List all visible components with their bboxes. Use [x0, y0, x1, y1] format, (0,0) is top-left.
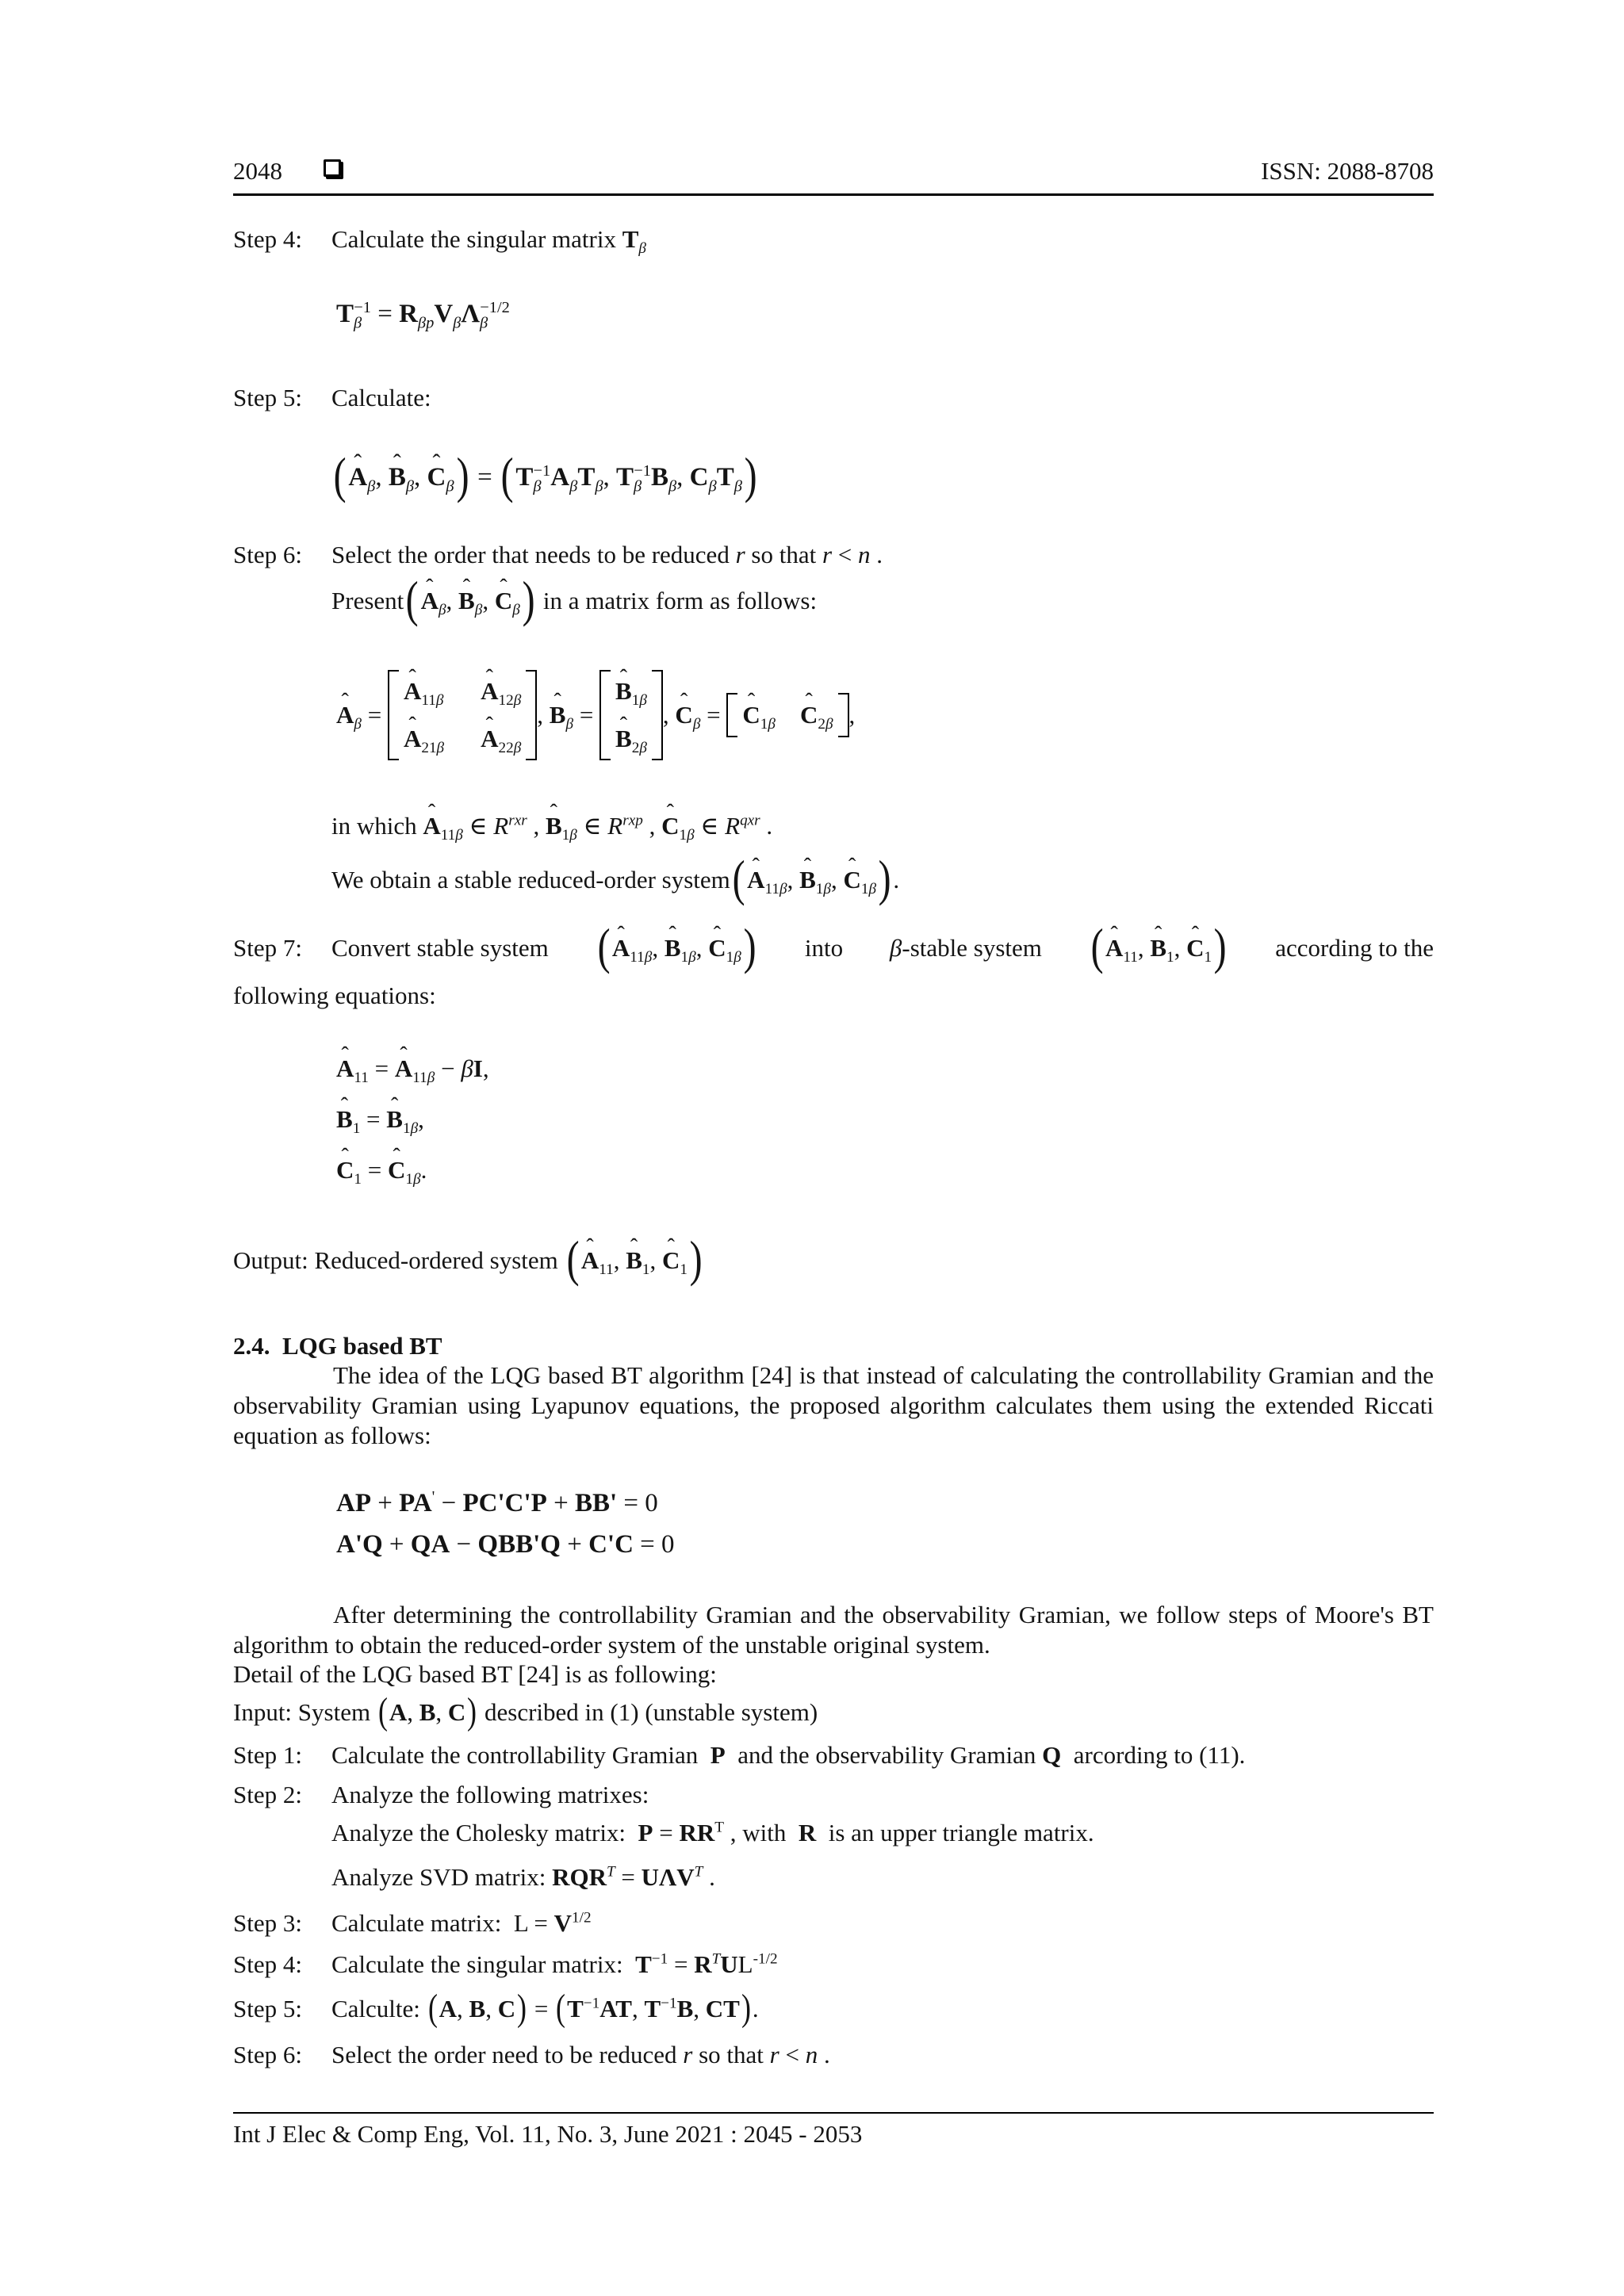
step7-label: Step 7:: [233, 934, 302, 962]
step6-in-which-word: in which: [331, 812, 417, 840]
step7-text-b: into: [804, 934, 844, 962]
step7-eq1: ˆ $A_{11}$ = ˆ $A_{11\beta} - \beta I$,: [336, 1054, 489, 1083]
section-heading: [233, 1332, 442, 1360]
riccati-eq2: A'Q + QA − QBB'Q + C'C = 0: [336, 1530, 675, 1559]
step6-present-word: Present: [331, 587, 404, 614]
lqg-step3-content: Calculate matrix:: [331, 1909, 502, 1937]
step4-text: Calculate the singular matrix $T_\beta$: [331, 225, 646, 258]
lqg-input: Input: System (A, B, C) described in (1) (unstable system): [233, 1690, 818, 1732]
lqg-step4-label: Step 4:: [233, 1950, 302, 1978]
step4-equation: $T_\beta^{-1} = R_{\beta p}V_\beta\Lambda_\beta^{-1/2}$: [336, 299, 510, 332]
step7-text-d: according to the: [1275, 934, 1434, 962]
step6-present-tail: in a matrix form as follows:: [542, 587, 818, 614]
checkbox-glyph-icon: [324, 159, 341, 177]
paragraph-after: [233, 1600, 1434, 1660]
step6-text-a: Select the order that needs to be reduced: [331, 541, 730, 568]
output-line: Output: Reduced-ordered system (ˆ $A_{11}$, ˆ $B_1$, ˆ $C_1$): [233, 1246, 704, 1275]
lqg-input-text: Input: System: [233, 1698, 371, 1726]
lqg-step5-label: Step 5:: [233, 1995, 302, 2022]
output-text: Output: Reduced-ordered system: [233, 1246, 558, 1274]
footer-citation: Int J Elec & Comp Eng, Vol. 11, No. 3, June 2021 : 2045 - 2053: [233, 2120, 863, 2148]
lqg-step2-cholesky: Analyze the Cholesky matrix: $P = RR^T$ , with R is an upper triangle matrix.: [331, 1819, 1094, 1846]
riccati-eq1: AP + PA' − PC'C'P + BB' = 0: [336, 1488, 658, 1517]
lqg-step1-c: arcording to (11).: [1073, 1741, 1246, 1769]
lqg-step1-label: Step 1:: [233, 1741, 302, 1769]
step6-text: Select the order that needs to be reduced r so that r < n .: [331, 541, 883, 568]
lqg-step6-label: Step 6:: [233, 2041, 302, 2068]
lqg-step3-text: Calculate matrix: $L = V^{1/2}$: [331, 1909, 592, 1937]
lqg-step4-text: Calculate the singular matrix: $T^{-1} = R^TUL^{-1/2}$: [331, 1950, 778, 1978]
step7-eq3: ˆ $C_1$ = ˆ $C_{1\beta}$.: [336, 1156, 427, 1184]
lqg-step2-chol-c: is an upper triangle matrix.: [828, 1819, 1094, 1846]
lqg-step6-content: Select the order need to be reduced: [331, 2041, 677, 2068]
section-number: 2.4.: [233, 1332, 270, 1360]
step6-present: Present(ˆ $A_\beta$, ˆ $B_\beta$, ˆ $C_\beta$) in a matrix form as follows:: [331, 587, 817, 615]
paragraph-after-text: After determining the controllability Gramian and the observability Gramian, we follow steps of Moore's BT algorithm to obtain the reduced-order system of the unstable original system.: [233, 1601, 1434, 1659]
matrix-equation: ˆ $A_\beta$ = ˆ $A_{11\beta}$ ˆ $A_{12\beta}$ ˆ $A_{21\beta}$ ˆ $A_{22\beta}$ , ˆ $B_\beta$ = ˆ $B_{1\beta}$ ˆ $B_{2\beta}$ , ˆ $C_\beta$ = ˆ $C_{1\beta}$ ˆ $C_{2\beta}$ ,: [336, 668, 855, 763]
step5-equation: (ˆ $A_\beta$, ˆ $B_\beta$, ˆ $C_\beta) = (T_\beta^{-1}A_\beta T_\beta$, $T_\beta^{-1}B_\beta$, $C_\beta T_\beta$): [331, 463, 759, 492]
paragraph-detail: Detail of the LQG based BT [24] is as following:: [233, 1660, 717, 1688]
lqg-step1-a: Calculate the controllability Gramian: [331, 1741, 699, 1769]
lqg-step2-svd: Analyze SVD matrix: $RQR^T = U\Lambda V^T$ .: [331, 1863, 715, 1891]
step7-text-e: following equations:: [233, 982, 436, 1009]
paragraph-intro-text: The idea of the LQG based BT algorithm [24] is that instead of calculating the controllability Gramian and the observability Gramian using Lyapunov equations, the proposed algorithm calculates them using the extended Riccati equation as follows:: [233, 1361, 1434, 1449]
section-title: LQG based BT: [282, 1332, 442, 1360]
step6-label: Step 6:: [233, 541, 302, 568]
lqg-step5-content: Calculte:: [331, 1995, 420, 2022]
step6-stable: We obtain a stable reduced-order system(ˆ $A_{11\beta}$, ˆ $B_{1\beta}$, ˆ $C_{1\beta}$).: [331, 866, 899, 894]
lqg-step4-content: Calculate the singular matrix:: [331, 1950, 623, 1978]
footer-rule: [233, 2112, 1434, 2114]
step7-line: Convert stable system (ˆ $A_{11\beta}$, ˆ $B_{1\beta}$, ˆ $C_{1\beta}$) into β-stable system (ˆ $A_{11}$, ˆ $B_1$, ˆ $C_1$) according to the: [331, 934, 1434, 962]
page-number: 2048: [233, 157, 282, 185]
lqg-step2-chol-b: , with: [730, 1819, 787, 1846]
lqg-step5-text: Calculte: (A, B, $C) = (T^{-1}AT$, $T^{-1}B$, CT).: [331, 1987, 759, 2029]
lqg-step2-text: Analyze the following matrixes:: [331, 1781, 649, 1808]
header-rule: [233, 193, 1434, 196]
step7-eq2: ˆ $B_1$ = ˆ $B_{1\beta}$,: [336, 1105, 424, 1134]
step5-text: Calculate:: [331, 384, 431, 411]
step5-label: Step 5:: [233, 384, 302, 411]
lqg-step1-b: and the observability Gramian: [737, 1741, 1036, 1769]
lqg-input-tail: described in (1) (unstable system): [485, 1698, 818, 1726]
step6-in-which: in which ˆ $A_{11\beta}$ ∈ $R^{rxr}$ , ˆ $B_{1\beta}$ ∈ $R^{rxp}$ , ˆ $C_{1\beta}$ ∈ $R^{qxr}$ .: [331, 812, 772, 840]
journal-issn: ISSN: 2088-8708: [1261, 157, 1434, 185]
step4-text-content: Calculate the singular matrix: [331, 225, 616, 253]
lqg-step3-label: Step 3:: [233, 1909, 302, 1937]
lqg-step1-text: Calculate the controllability Gramian P and the observability Gramian Q arcording to (11).: [331, 1741, 1246, 1769]
step6-stable-text: We obtain a stable reduced-order system: [331, 866, 730, 894]
lqg-step2-chol: Analyze the Cholesky matrix:: [331, 1819, 626, 1846]
lqg-step2-label: Step 2:: [233, 1781, 302, 1808]
step4-label: Step 4:: [233, 225, 302, 253]
paragraph-intro: [233, 1360, 1434, 1451]
step6-text-b: so that: [751, 541, 817, 568]
step7-text-c: -stable system: [902, 934, 1042, 962]
step7-text-a: Convert stable system: [331, 934, 549, 962]
lqg-step6-text: Select the order need to be reduced r so that r < n .: [331, 2041, 830, 2068]
lqg-step2-svd-text: Analyze SVD matrix:: [331, 1863, 546, 1891]
